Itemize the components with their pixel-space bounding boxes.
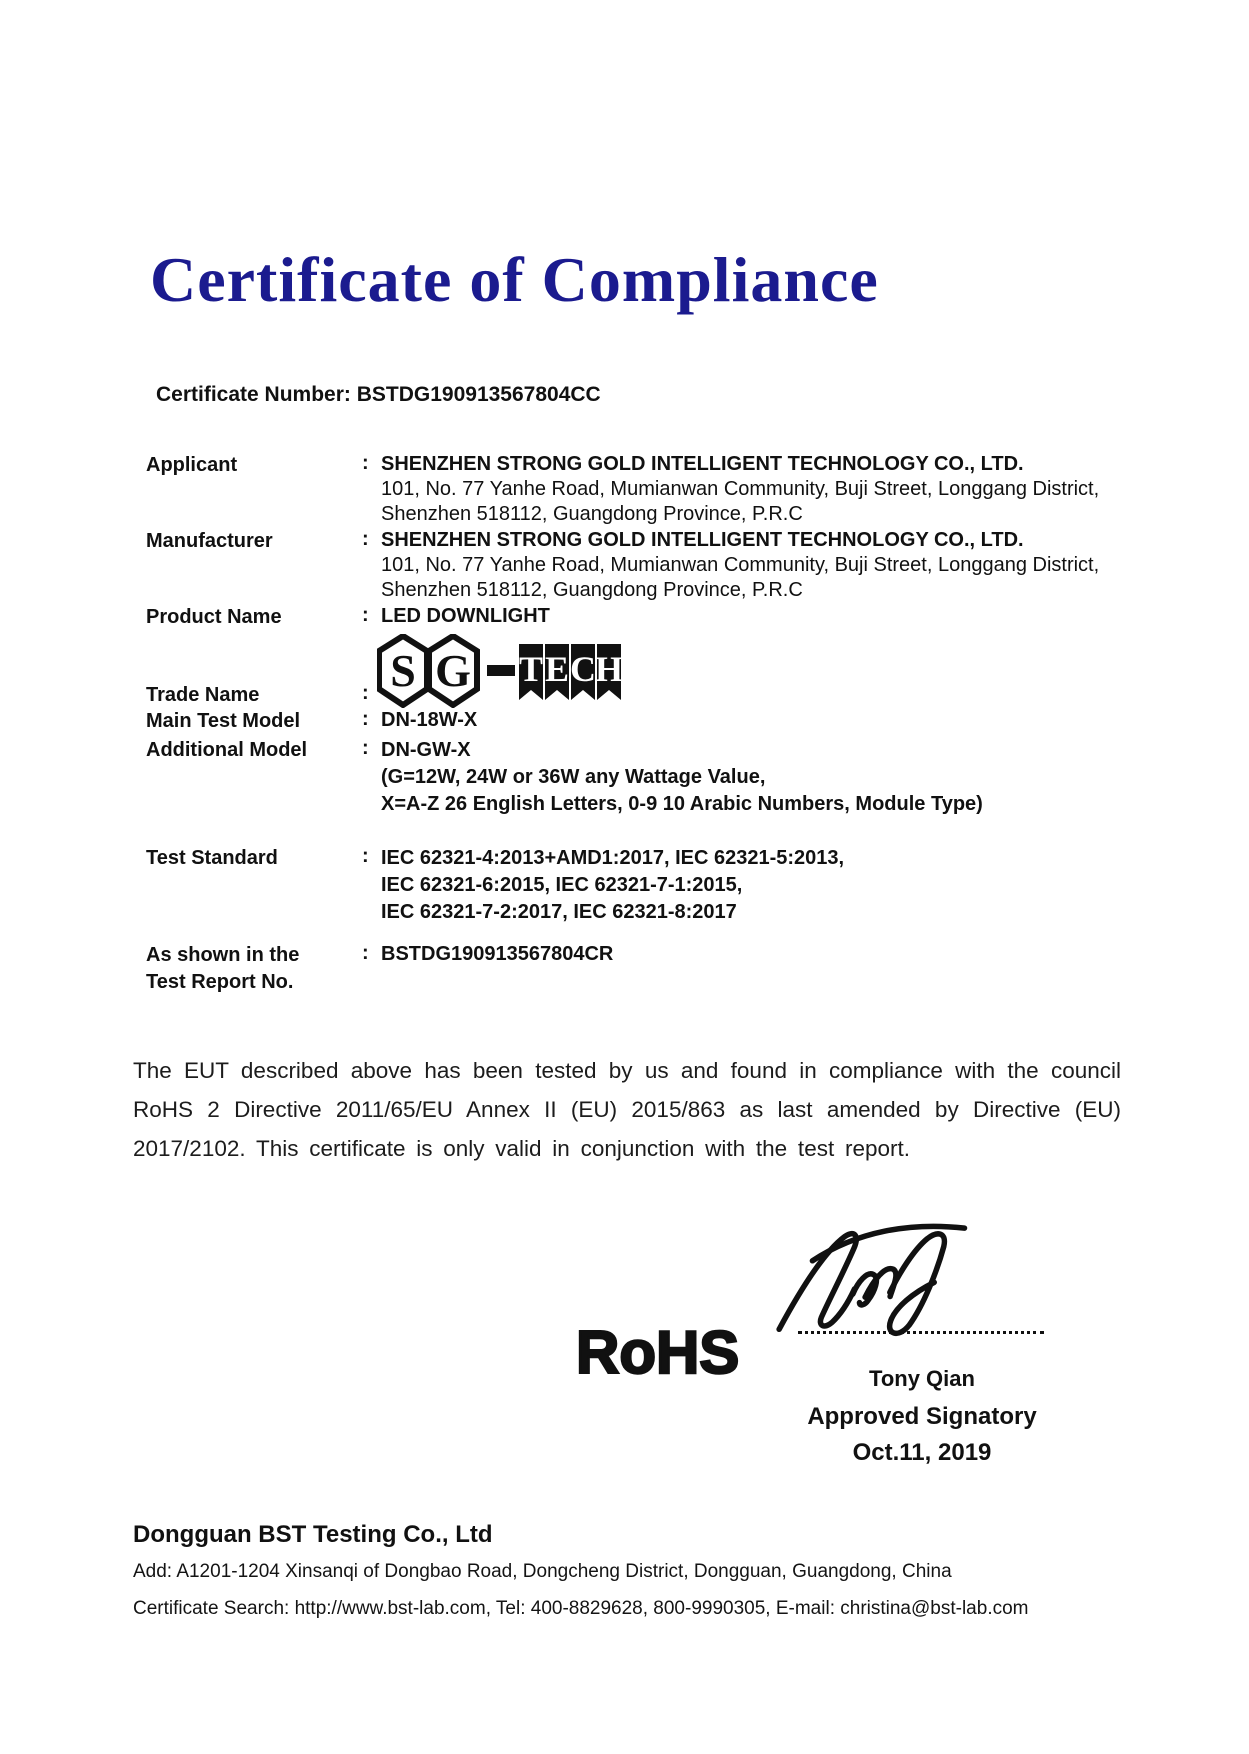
footer-lab-address: Add: A1201-1204 Xinsanqi of Dongbao Road, Dongcheng District, Dongguan, Guangdong, China xyxy=(133,1561,952,1582)
main-test-model-colon: : xyxy=(362,708,369,730)
logo-letter-e: E xyxy=(544,649,570,689)
applicant-company: SHENZHEN STRONG GOLD INTELLIGENT TECHNOLOGY CO., LTD. xyxy=(381,453,1024,475)
rohs-mark: RoHS xyxy=(576,1319,740,1386)
test-report-label-line-1: As shown in the xyxy=(146,944,300,966)
handwritten-signature-icon xyxy=(758,1214,1006,1348)
test-report-label xyxy=(146,942,361,996)
test-report-label-line-2: Test Report No. xyxy=(146,971,294,993)
manufacturer-value xyxy=(381,528,1143,603)
applicant-colon: : xyxy=(362,452,369,474)
product-name-colon: : xyxy=(362,604,369,626)
sg-tech-logo xyxy=(377,634,621,708)
test-standard-line-3: IEC 62321-7-2:2017, IEC 62321-8:2017 xyxy=(381,901,737,923)
trade-name-label: Trade Name xyxy=(146,684,260,706)
footer-lab-name: Dongguan BST Testing Co., Ltd xyxy=(133,1521,493,1548)
logo-letter-g: G xyxy=(435,645,471,696)
sg-tech-logo-icon xyxy=(377,634,621,708)
applicant-address: 101, No. 77 Yanhe Road, Mumianwan Community, Buji Street, Longgang District, Shenzhen 518112, Guangdong Province, P.R.C xyxy=(381,478,1100,525)
additional-model-code: DN-GW-X xyxy=(381,739,471,761)
applicant-label: Applicant xyxy=(146,454,238,476)
logo-letter-t: T xyxy=(518,649,544,689)
logo-letter-s: S xyxy=(390,645,416,696)
applicant-value xyxy=(381,452,1143,527)
product-name-label: Product Name xyxy=(146,606,282,628)
trade-name-colon: : xyxy=(362,682,369,704)
test-standard-value xyxy=(381,845,1143,926)
manufacturer-colon: : xyxy=(362,528,369,550)
manufacturer-company: SHENZHEN STRONG GOLD INTELLIGENT TECHNOLOGY CO., LTD. xyxy=(381,529,1024,551)
logo-letter-h: H xyxy=(594,649,621,689)
additional-model-label: Additional Model xyxy=(146,739,308,761)
compliance-statement: The EUT described above has been tested by us and found in compliance with the council RoHS 2 Directive 2011/65/EU Annex II (EU) 2015/863 as last amended by Directive (EU) 2017/2102. This certificate is only valid in conjunction with the test report. xyxy=(133,1058,1121,1161)
certificate-number-line xyxy=(156,383,601,407)
test-report-colon: : xyxy=(362,942,369,964)
signature-date: Oct.11, 2019 xyxy=(852,1439,992,1466)
logo-dash xyxy=(487,665,515,676)
test-report-value: BSTDG190913567804CR xyxy=(381,943,614,965)
additional-model-value xyxy=(381,737,1143,818)
signature-dotted-line xyxy=(798,1331,1044,1334)
signatory-name: Tony Qian xyxy=(869,1366,975,1391)
signatory-role: Approved Signatory xyxy=(807,1403,1037,1430)
footer-certificate-search: Certificate Search: http://www.bst-lab.com, Tel: 400-8829628, 800-9990305, E-mail: christina@bst-lab.com xyxy=(133,1598,1029,1619)
additional-model-colon: : xyxy=(362,737,369,759)
certificate-number-value: BSTDG190913567804CC xyxy=(356,383,601,406)
test-standard-colon: : xyxy=(362,845,369,867)
logo-tech-group xyxy=(519,644,621,700)
test-standard-label: Test Standard xyxy=(146,847,278,869)
additional-model-note-2: X=A-Z 26 English Letters, 0-9 10 Arabic Numbers, Module Type) xyxy=(381,793,983,815)
signature-area xyxy=(758,1214,1006,1348)
main-test-model-value: DN-18W-X xyxy=(381,709,478,731)
page-title: Certificate of Compliance xyxy=(150,244,879,315)
logo-letter-c: C xyxy=(570,649,596,689)
certificate-number-label: Certificate Number: xyxy=(156,383,351,406)
test-standard-line-2: IEC 62321-6:2015, IEC 62321-7-1:2015, xyxy=(381,874,743,896)
manufacturer-address: 101, No. 77 Yanhe Road, Mumianwan Community, Buji Street, Longgang District, Shenzhen 518112, Guangdong Province, P.R.C xyxy=(381,554,1100,601)
product-name-value: LED DOWNLIGHT xyxy=(381,605,550,627)
test-standard-line-1: IEC 62321-4:2013+AMD1:2017, IEC 62321-5:2013, xyxy=(381,847,845,869)
main-test-model-label: Main Test Model xyxy=(146,710,301,732)
manufacturer-label: Manufacturer xyxy=(146,530,273,552)
additional-model-note-1: (G=12W, 24W or 36W any Wattage Value, xyxy=(381,766,766,788)
